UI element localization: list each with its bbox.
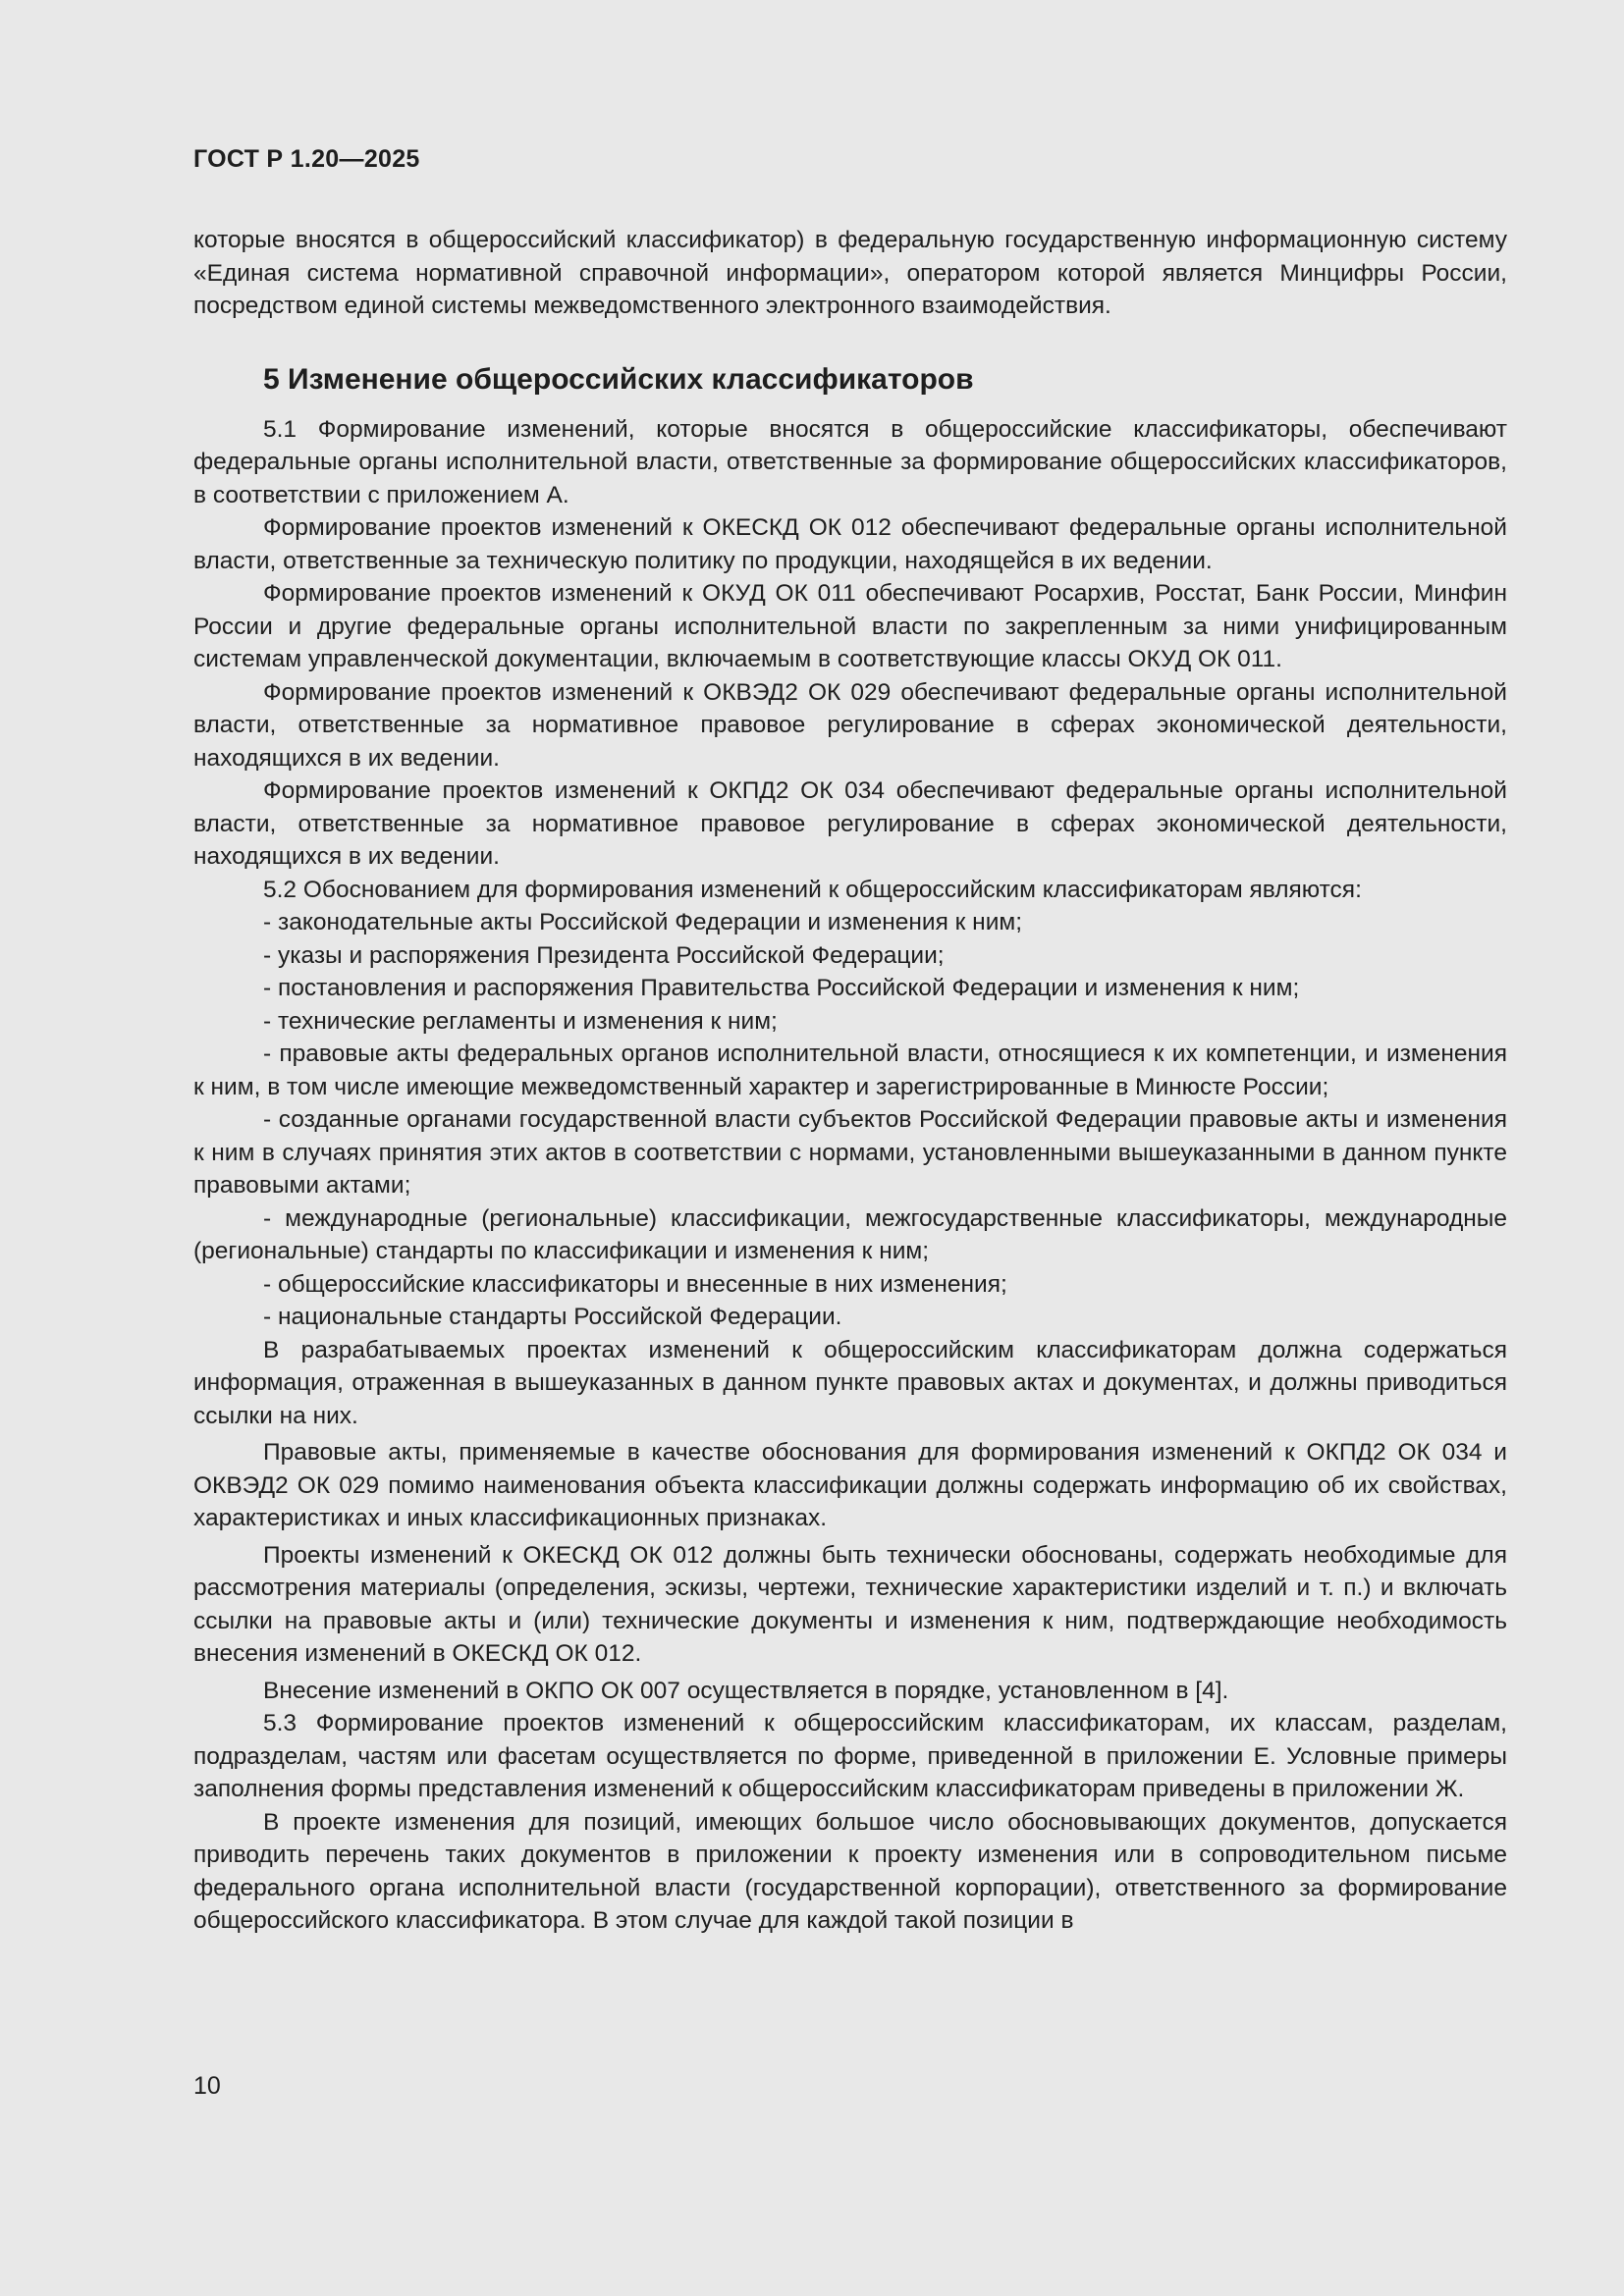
paragraph-supporting-documents: В проекте изменения для позиций, имеющих большое число обосновывающих документов, допускается приводить перечень таких документов в приложении к проекту изменения или в сопроводительном письме федерального органа исполнительной власти (государственной корпорации), ответственного за формирование общероссийского классификатора. В этом случае для каждой такой позиции в [193, 1808, 1507, 1934]
paragraph-5-3: 5.3 Формирование проектов изменений к общероссийским классификаторам, их классам, разделам, подразделам, частям или фасетам осуществляется по форме, приведенной в приложении Е. Условные примеры заполнения формы представления изменений к общероссийским классификаторам приведены в приложении Ж. [193, 1710, 1507, 1802]
paragraph-5-1: 5.1 Формирование изменений, которые вносятся в общероссийские классификаторы, обеспечивают федеральные органы исполнительной власти, ответственные за формирование общероссийских классификаторов, в соответствии с приложением А. [193, 415, 1507, 508]
list-item: - международные (региональные) классификации, межгосударственные классификаторы, международные (региональные) стандарты по классификации и изменения к ним; [193, 1204, 1507, 1264]
paragraph-okeskd-responsibility: Формирование проектов изменений к ОКЕСКД ОК 012 обеспечивают федеральные органы исполнительной власти, ответственные за техническую политику по продукции, находящейся в их ведении. [193, 514, 1507, 574]
paragraph-legal-acts-okpd2-okved2: Правовые акты, применяемые в качестве обоснования для формирования изменений к ОКПД2 ОК 034 и ОКВЭД2 ОК 029 помимо наименования объекта классификации должны содержать информацию об их свойствах, характеристиках и иных классификационных признаках. [193, 1439, 1507, 1531]
paragraph-okpd2-responsibility: Формирование проектов изменений к ОКПД2 ОК 034 обеспечивают федеральные органы исполнительной власти, ответственные за нормативное правовое регулирование в сферах экономической деятельности, находящихся в их ведении. [193, 777, 1507, 870]
list-item: - общероссийские классификаторы и внесенные в них изменения; [263, 1270, 1007, 1298]
paragraph-5-2: 5.2 Обоснованием для формирования изменений к общероссийским классификаторам являются: [263, 876, 1362, 903]
paragraph-okeskd-technical: Проекты изменений к ОКЕСКД ОК 012 должны быть технически обоснованы, содержать необходимые для рассмотрения материалы (определения, эскизы, чертежи, технические характеристики изделий и т. п.) и включать ссылки на правовые акты и (или) технические документы и изменения к ним, подтверждающие необходимость внесения изменений в ОКЕСКД ОК 012. [193, 1541, 1507, 1667]
paragraph-okved2-responsibility: Формирование проектов изменений к ОКВЭД2 ОК 029 обеспечивают федеральные органы исполнительной власти, ответственные за нормативное правовое регулирование в сферах экономической деятельности, находящихся в их ведении. [193, 678, 1507, 772]
page-content [193, 224, 1507, 1938]
list-item: - постановления и распоряжения Правительства Российской Федерации и изменения к ним; [263, 975, 1300, 1001]
list-item: - законодательные акты Российской Федерации и изменения к ним; [263, 909, 1023, 935]
page-number: 10 [193, 2072, 221, 2100]
list-item: - технические регламенты и изменения к ним; [263, 1007, 778, 1035]
section-title: 5 Изменение общероссийских классификаторов [263, 362, 974, 396]
paragraph-okud-responsibility: Формирование проектов изменений к ОКУД ОК 011 обеспечивают Росархив, Росстат, Банк России, Минфин России и другие федеральные органы исполнительной власти по закрепленным за ними унифицированным системам управленческой документации, включаемым в соответствующие классы ОКУД ОК 011. [193, 580, 1507, 672]
paragraph-okpo: Внесение изменений в ОКПО ОК 007 осуществляется в порядке, установленном в [4]. [263, 1677, 1229, 1704]
paragraph-content-requirements: В разрабатываемых проектах изменений к общероссийским классификаторам должна содержаться информация, отраженная в вышеуказанных в данном пункте правовых актах и документах, и должны приводиться ссылки на них. [193, 1336, 1507, 1429]
intro-paragraph: которые вносятся в общероссийский классификатор) в федеральную государственную информационную систему «Единая система нормативной справочной информации», оператором которой является Минцифры России, посредством единой системы межведомственного электронного взаимодействия. [193, 227, 1507, 319]
document-id-header: ГОСТ Р 1.20—2025 [193, 145, 420, 173]
list-item: - национальные стандарты Российской Федерации. [263, 1304, 842, 1330]
list-item: - созданные органами государственной власти субъектов Российской Федерации правовые акты и изменения к ним в случаях принятия этих актов в соответствии с нормами, установленными вышеуказанными в данном пункте правовыми актами; [193, 1106, 1507, 1199]
list-item: - правовые акты федеральных органов исполнительной власти, относящиеся к их компетенции, и изменения к ним, в том числе имеющие межведомственный характер и зарегистрированные в Минюсте России; [193, 1041, 1507, 1100]
list-item: - указы и распоряжения Президента Российской Федерации; [263, 941, 945, 969]
